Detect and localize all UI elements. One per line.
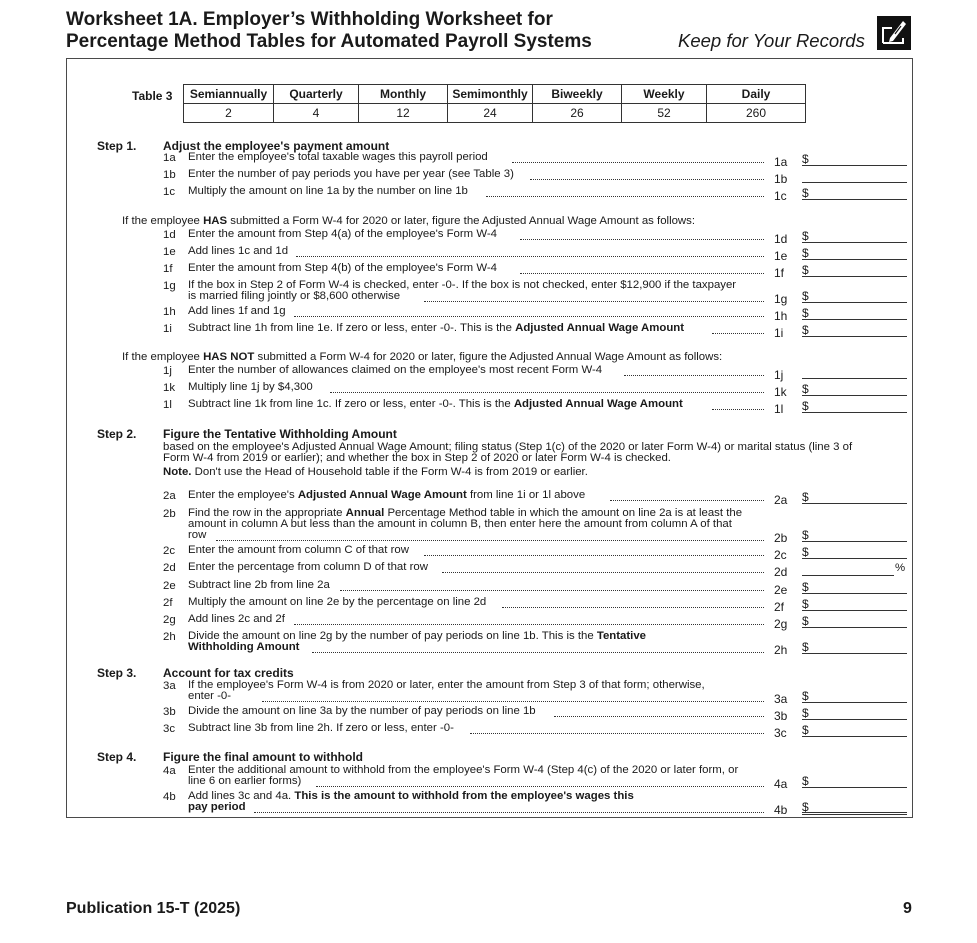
dollar-sign: $ <box>802 263 809 277</box>
line-1i-text: Subtract line 1h from line 1e. If zero or less, enter -0-. This is the Adjusted Annual Wage Amount <box>188 322 685 334</box>
line-2b-field[interactable] <box>802 541 907 542</box>
step-4-title: Figure the final amount to withhold <box>163 750 363 764</box>
dot-leader <box>294 306 764 317</box>
dot-leader <box>340 580 764 591</box>
line-2c-text: Enter the amount from column C of that row <box>188 544 409 556</box>
dollar-sign: $ <box>802 289 809 303</box>
line-3a-text-cont: enter -0- <box>188 690 232 702</box>
table3-header: Monthly <box>359 85 448 104</box>
pencil-paper-icon <box>877 16 911 50</box>
line-4b-text-cont: pay period <box>188 801 246 813</box>
dot-leader <box>624 365 764 376</box>
line-number: 2d <box>163 562 176 574</box>
line-number: 2e <box>163 580 176 592</box>
line-3b-text: Divide the amount on line 3a by the number of pay periods on line 1b <box>188 705 536 717</box>
dot-leader <box>712 399 764 410</box>
step-2-description-cont: Form W-4 from 2019 or earlier); and whether the box in Step 2 of 2020 or later Form W-4 is checked. <box>163 452 671 464</box>
line-2a-field[interactable] <box>802 503 907 504</box>
table3-cell: 2 <box>184 104 274 123</box>
line-label: 1k <box>774 385 787 399</box>
line-label: 2a <box>774 493 788 507</box>
line-2g-field[interactable] <box>802 627 907 628</box>
dollar-sign: $ <box>802 382 809 396</box>
dot-leader <box>294 614 764 625</box>
dollar-sign: $ <box>802 614 809 628</box>
page-number: 9 <box>903 900 912 917</box>
line-2g-text: Add lines 2c and 2f <box>188 613 285 625</box>
line-number: 2b <box>163 508 176 520</box>
line-label: 4a <box>774 777 788 791</box>
line-number: 1k <box>163 382 176 394</box>
line-3a-field[interactable] <box>802 702 907 703</box>
dot-leader <box>530 169 764 180</box>
dollar-sign: $ <box>802 706 809 720</box>
dot-leader <box>442 562 764 573</box>
line-2f-field[interactable] <box>802 610 907 611</box>
dot-leader <box>610 490 764 501</box>
dot-leader <box>216 530 764 541</box>
line-label: 1f <box>774 266 785 280</box>
line-1d-text: Enter the amount from Step 4(a) of the employee's Form W-4 <box>188 228 498 240</box>
line-label: 2f <box>774 600 785 614</box>
line-1g-text: If the box in Step 2 of Form W-4 is checked, enter -0-. If the box is not checked, enter $12,900 if the taxpayer <box>188 279 737 291</box>
dot-leader <box>254 802 764 813</box>
dollar-sign: $ <box>802 545 809 559</box>
dollar-sign: $ <box>802 800 809 814</box>
dot-leader <box>424 291 764 302</box>
dot-leader <box>424 545 764 556</box>
line-number: 2a <box>163 490 176 502</box>
line-number: 2g <box>163 614 176 626</box>
table3-header: Quarterly <box>274 85 359 104</box>
line-1f-field[interactable] <box>802 276 907 277</box>
dollar-sign: $ <box>802 580 809 594</box>
line-1k-text: Multiply line 1j by $4,300 <box>188 381 313 393</box>
line-2b-text-end: row <box>188 529 207 541</box>
line-1l-text: Subtract line 1k from line 1c. If zero or less, enter -0-. This is the Adjusted Annual Wage Amount <box>188 398 683 410</box>
line-number: 1g <box>163 280 176 292</box>
publication-name: Publication 15-T (2025) <box>66 900 241 917</box>
line-4a-field[interactable] <box>802 787 907 788</box>
line-2c-field[interactable] <box>802 558 907 559</box>
table3-header: Daily <box>707 85 806 104</box>
line-label: 1c <box>774 189 787 203</box>
has-w4-intro: If the employee HAS submitted a Form W-4 for 2020 or later, figure the Adjusted Annual Wage Amount as follows: <box>122 215 696 227</box>
dot-leader <box>554 706 764 717</box>
table3-cell: 26 <box>533 104 622 123</box>
line-2f-text: Multiply the amount on line 2e by the percentage on line 2d <box>188 596 487 608</box>
step-2-description: based on the employee's Adjusted Annual Wage Amount; filing status (Step 1(c) of the 2020 or later Form W-4) or marital status (line 3 of <box>163 441 853 453</box>
step-4-label: Step 4. <box>97 750 137 764</box>
dot-leader <box>330 382 764 393</box>
line-1b-text: Enter the number of pay periods you have per year (see Table 3) <box>188 168 514 180</box>
dollar-sign: $ <box>802 774 809 788</box>
table3-header: Semiannually <box>184 85 274 104</box>
line-2d-field[interactable] <box>802 575 894 576</box>
dot-leader <box>512 152 764 163</box>
line-number: 3b <box>163 706 176 718</box>
dollar-sign: $ <box>802 152 809 166</box>
line-2b-text-cont: amount in column A but less than the amount in column B, then enter here the amount from column A of that <box>188 518 732 530</box>
dollar-sign: $ <box>802 229 809 243</box>
line-label: 3b <box>774 709 788 723</box>
line-2d-text: Enter the percentage from column D of that row <box>188 561 428 573</box>
line-2e-text: Subtract line 2b from line 2a <box>188 579 330 591</box>
keep-for-records-label: Keep for Your Records <box>678 30 865 51</box>
line-label: 1l <box>774 402 784 416</box>
line-number: 3a <box>163 680 176 692</box>
line-label: 3c <box>774 726 787 740</box>
line-3c-text: Subtract line 3b from line 2h. If zero or less, enter -0- <box>188 722 454 734</box>
line-1e-text: Add lines 1c and 1d <box>188 245 289 257</box>
step-2-note: Note. Don't use the Head of Household table if the Form W-4 is from 2019 or earlier. <box>163 466 588 478</box>
step-2-label: Step 2. <box>97 427 137 441</box>
line-2a-text: Enter the employee's Adjusted Annual Wage Amount from line 1i or 1l above <box>188 489 586 501</box>
table3-header: Semimonthly <box>448 85 533 104</box>
line-label: 1d <box>774 232 788 246</box>
dot-leader <box>296 246 764 257</box>
dollar-sign: $ <box>802 528 809 542</box>
line-label: 2g <box>774 617 788 631</box>
step-1-title: Adjust the employee's payment amount <box>163 139 390 153</box>
dollar-sign: $ <box>802 186 809 200</box>
dollar-sign: $ <box>802 640 809 654</box>
step-3-label: Step 3. <box>97 666 137 680</box>
line-label: 2e <box>774 583 788 597</box>
line-1f-text: Enter the amount from Step 4(b) of the employee's Form W-4 <box>188 262 498 274</box>
dot-leader <box>712 323 764 334</box>
line-1h-field[interactable] <box>802 319 907 320</box>
step-1-label: Step 1. <box>97 139 137 153</box>
worksheet-title: Worksheet 1A. Employer’s Withholding Worksheet for Percentage Method Tables for Automated Payroll Systems <box>66 9 592 52</box>
dot-leader <box>520 263 764 274</box>
line-number: 1e <box>163 246 176 258</box>
line-number: 4a <box>163 765 176 777</box>
table3-header: Biweekly <box>533 85 622 104</box>
step-3-title: Account for tax credits <box>163 666 294 680</box>
line-number: 1h <box>163 306 176 318</box>
line-label: 2d <box>774 565 788 579</box>
dollar-sign: $ <box>802 597 809 611</box>
line-label: 1a <box>774 155 788 169</box>
line-2b-text: Find the row in the appropriate Annual Percentage Method table in which the amount on line 2a is at least the <box>188 507 743 519</box>
line-4b-text: Add lines 3c and 4a. This is the amount to withhold from the employee's wages this <box>188 790 634 802</box>
table3-cell: 12 <box>359 104 448 123</box>
line-label: 1e <box>774 249 788 263</box>
line-1d-field[interactable] <box>802 242 907 243</box>
line-1a-text: Enter the employee's total taxable wages this payroll period <box>188 151 488 163</box>
line-3b-field[interactable] <box>802 719 907 720</box>
line-4b-field[interactable] <box>802 812 907 815</box>
table3-cell: 260 <box>707 104 806 123</box>
table3-cell: 52 <box>622 104 707 123</box>
line-label: 1h <box>774 309 788 323</box>
line-label: 1g <box>774 292 788 306</box>
dot-leader <box>316 776 764 787</box>
dot-leader <box>470 723 764 734</box>
dollar-sign: $ <box>802 689 809 703</box>
line-label: 1j <box>774 368 784 382</box>
line-label: 3a <box>774 692 788 706</box>
table3-cell: 24 <box>448 104 533 123</box>
dollar-sign: $ <box>802 306 809 320</box>
line-1i-field[interactable] <box>802 336 907 337</box>
line-2h-field[interactable] <box>802 653 907 654</box>
line-number: 1j <box>163 365 172 377</box>
dot-leader <box>502 597 764 608</box>
dollar-sign: $ <box>802 490 809 504</box>
line-3a-text: If the employee's Form W-4 is from 2020 or later, enter the amount from Step 3 of that form; otherwise, <box>188 679 705 691</box>
line-1a-field[interactable] <box>802 165 907 166</box>
table3-cell: 4 <box>274 104 359 123</box>
line-1k-field[interactable] <box>802 395 907 396</box>
percent-sign: % <box>895 562 906 574</box>
dot-leader <box>520 229 764 240</box>
line-number: 1c <box>163 186 176 198</box>
line-4a-text: Enter the additional amount to withhold from the employee's Form W-4 (Step 4(c) of the 2020 or later form, or <box>188 764 739 776</box>
line-1e-field[interactable] <box>802 259 907 260</box>
line-label: 2b <box>774 531 788 545</box>
line-1g-field[interactable] <box>802 302 907 303</box>
line-4a-text-cont: line 6 on earlier forms) <box>188 775 302 787</box>
line-1h-text: Add lines 1f and 1g <box>188 305 286 317</box>
dollar-sign: $ <box>802 323 809 337</box>
line-3c-field[interactable] <box>802 736 907 737</box>
dot-leader <box>262 691 764 702</box>
dollar-sign: $ <box>802 246 809 260</box>
line-number: 1f <box>163 263 173 275</box>
dot-leader <box>486 186 764 197</box>
line-1l-field[interactable] <box>802 412 907 413</box>
line-1j-text: Enter the number of allowances claimed on the employee's most recent Form W-4 <box>188 364 603 376</box>
dollar-sign: $ <box>802 399 809 413</box>
line-1c-text: Multiply the amount on line 1a by the number on line 1b <box>188 185 468 197</box>
line-2h-text: Divide the amount on line 2g by the number of pay periods on line 1b. This is the Tentative <box>188 630 647 642</box>
line-label: 1b <box>774 172 788 186</box>
line-number: 1i <box>163 323 172 335</box>
line-number: 3c <box>163 723 176 735</box>
line-number: 1a <box>163 152 176 164</box>
line-1j-field[interactable] <box>802 378 907 379</box>
line-number: 2c <box>163 545 176 557</box>
line-number: 2f <box>163 597 173 609</box>
has-not-w4-intro: If the employee HAS NOT submitted a Form W-4 for 2020 or later, figure the Adjusted Annual Wage Amount as follows: <box>122 351 723 363</box>
line-2e-field[interactable] <box>802 593 907 594</box>
step-2-title: Figure the Tentative Withholding Amount <box>163 427 397 441</box>
line-number: 2h <box>163 631 176 643</box>
line-number: 4b <box>163 791 176 803</box>
line-number: 1d <box>163 229 176 241</box>
line-number: 1b <box>163 169 176 181</box>
line-2h-text-cont: Withholding Amount <box>188 641 300 653</box>
table3 <box>183 84 806 123</box>
line-1c-field[interactable] <box>802 199 907 200</box>
line-label: 4b <box>774 803 788 817</box>
table3-label: Table 3 <box>132 89 173 103</box>
line-label: 2h <box>774 643 788 657</box>
table3-header: Weekly <box>622 85 707 104</box>
line-1g-text-cont: is married filing jointly or $8,600 otherwise <box>188 290 401 302</box>
line-label: 2c <box>774 548 787 562</box>
line-label: 1i <box>774 326 784 340</box>
line-1b-field[interactable] <box>802 182 907 183</box>
dot-leader <box>312 642 764 653</box>
dollar-sign: $ <box>802 723 809 737</box>
line-number: 1l <box>163 399 172 411</box>
